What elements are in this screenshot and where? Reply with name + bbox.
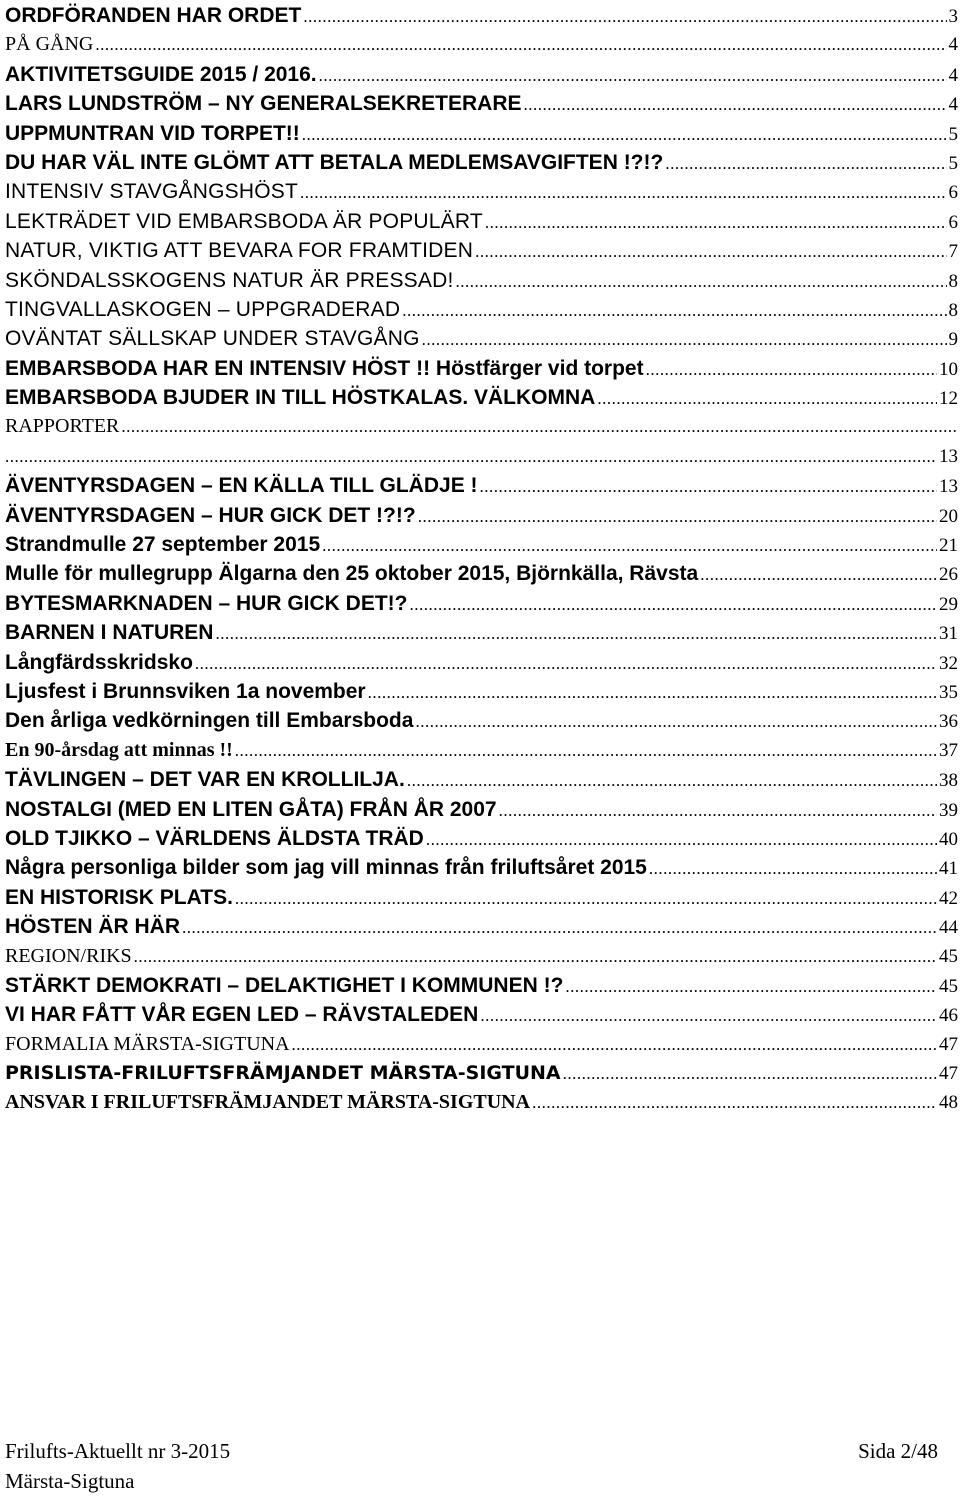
toc-dot-leader [475, 237, 946, 265]
toc-entry-title: ÄVENTYRSDAGEN – EN KÄLLA TILL GLÄDJE ! [5, 474, 478, 498]
toc-entry-title: Några personliga bilder som jag vill minnas från friluftsåret 2015 [5, 856, 647, 880]
toc-entry-page: 5 [948, 123, 958, 145]
toc-dot-leader [426, 825, 937, 853]
toc-entry-title: BYTESMARKNADEN – HUR GICK DET!? [5, 591, 408, 615]
toc-entry-page: 32 [939, 652, 958, 674]
toc-entry-page: 35 [939, 681, 958, 703]
toc-dot-leader [649, 854, 937, 882]
toc-dot-leader [480, 472, 937, 500]
toc-entry[interactable] [5, 501, 958, 530]
toc-entry[interactable] [5, 530, 958, 559]
toc-entry-page: 7 [948, 241, 958, 263]
toc-entry-page: 4 [948, 64, 958, 86]
toc-dot-leader [480, 1001, 937, 1029]
toc-entry-page: 10 [939, 358, 958, 380]
toc-entry[interactable] [5, 706, 958, 735]
toc-entry-title: FORMALIA MÄRSTA-SIGTUNA [5, 1032, 290, 1055]
toc-entry[interactable] [5, 266, 958, 295]
toc-entry-page: 41 [939, 858, 958, 880]
toc-entry[interactable] [5, 30, 958, 59]
toc-entry-page: 29 [939, 593, 958, 615]
toc-dot-leader [407, 766, 937, 794]
toc-entry-title: INTENSIV STAVGÅNGSHÖST [5, 180, 298, 204]
toc-dot-leader [235, 736, 937, 765]
toc-entry[interactable] [5, 677, 958, 706]
toc-entry[interactable] [5, 207, 958, 236]
toc-entry-page: 6 [948, 211, 958, 233]
toc-entry-title: EN HISTORISK PLATS. [5, 885, 233, 909]
toc-dot-leader [563, 1059, 937, 1088]
toc-dot-leader [402, 296, 946, 324]
toc-dot-leader [319, 61, 947, 89]
toc-entry-title: LEKTRÄDET VID EMBARSBODA ÄR POPULÄRT [5, 209, 483, 233]
toc-entry[interactable] [5, 119, 958, 148]
toc-entry-title: ORDFÖRANDEN HAR ORDET [5, 4, 302, 27]
toc-dot-leader [455, 267, 946, 295]
footer-publication: Frilufts-Aktuellt nr 3-2015 [5, 1439, 231, 1463]
toc-entry-page: 44 [939, 917, 958, 939]
toc-entry-page: 47 [939, 1033, 958, 1055]
toc-entry[interactable] [5, 236, 958, 265]
toc-dot-leader [524, 90, 947, 118]
toc-dot-leader [303, 2, 946, 30]
toc-entry-page: 40 [939, 828, 958, 850]
toc-dot-leader [322, 531, 937, 559]
toc-entry-page: 8 [948, 270, 958, 292]
toc-dot-leader [368, 678, 937, 706]
toc-entry[interactable] [5, 824, 958, 853]
toc-entry[interactable] [5, 1059, 958, 1088]
toc-entry-title: BARNEN I NATUREN [5, 621, 214, 645]
toc-dot-leader [418, 502, 937, 530]
toc-entry-page: 5 [948, 152, 958, 174]
toc-dot-leader [235, 884, 937, 912]
toc-entry-title: TÄVLINGEN – DET VAR EN KROLLILJA. [5, 768, 405, 792]
toc-entry-page: 38 [939, 770, 958, 792]
toc-entry[interactable] [5, 383, 958, 412]
toc-entry-title: REGION/RIKS [5, 944, 132, 967]
toc-dot-leader [422, 325, 947, 353]
toc-entry-page: 45 [939, 945, 958, 967]
toc-entry-title: NOSTALGI (MED EN LITEN GÅTA) FRÅN ÅR 2007 [5, 797, 497, 821]
toc-entry[interactable] [5, 442, 958, 471]
toc-entry-page: 47 [939, 1063, 958, 1085]
toc-entry-title: En 90-årsdag att minnas !! [5, 738, 233, 761]
toc-entry-page: 4 [948, 94, 958, 116]
toc-entry-title: DU HAR VÄL INTE GLÖMT ATT BETALA MEDLEMSAVGIFTEN !?!? [5, 150, 664, 174]
toc-entry-page: 45 [939, 975, 958, 997]
toc-entry[interactable] [5, 60, 958, 89]
toc-dot-leader [565, 972, 937, 1000]
toc-entry-title: AKTIVITETSGUIDE 2015 / 2016. [5, 62, 317, 86]
toc-entry[interactable] [5, 971, 958, 1000]
toc-entry-title: TINGVALLASKOGEN – UPPGRADERAD [5, 297, 401, 321]
toc-dot-leader [300, 178, 947, 206]
toc-entry-title: EMBARSBODA BJUDER IN TILL HÖSTKALAS. VÄLKOMNA [5, 386, 596, 410]
toc-dot-leader [597, 384, 937, 412]
toc-dot-leader [415, 707, 937, 735]
toc-entry[interactable] [5, 412, 958, 441]
toc-dot-leader [485, 208, 947, 236]
toc-entry[interactable] [5, 1088, 958, 1117]
toc-dot-leader [665, 149, 946, 177]
toc-entry-page: 26 [939, 564, 958, 586]
toc-entry[interactable] [5, 89, 958, 118]
toc-entry-page: 13 [939, 445, 958, 467]
toc-entry[interactable] [5, 883, 958, 912]
toc-entry-title: STÄRKT DEMOKRATI – DELAKTIGHET I KOMMUNEN !? [5, 973, 564, 997]
toc-entry-page: 13 [939, 476, 958, 498]
toc-entry-page: 37 [939, 739, 958, 761]
toc-entry[interactable] [5, 559, 958, 588]
toc-dot-leader [5, 442, 937, 471]
toc-entry-page: 39 [939, 799, 958, 821]
toc-entry-page: 20 [939, 505, 958, 527]
toc-entry-page: 12 [939, 388, 958, 410]
toc-entry[interactable] [5, 853, 958, 882]
toc-entry-page: 42 [939, 887, 958, 909]
toc-entry-title: OVÄNTAT SÄLLSKAP UNDER STAVGÅNG [5, 327, 420, 351]
toc-dot-leader [646, 355, 937, 383]
toc-dot-leader [195, 649, 937, 677]
toc-entry-title: Strandmulle 27 september 2015 [5, 533, 321, 557]
toc-entry-page: 6 [948, 182, 958, 204]
footer-page-number: Sida 2/48 [858, 1439, 938, 1463]
toc-entry-title: Långfärdsskridsko [5, 650, 193, 674]
toc-entry[interactable] [5, 471, 958, 500]
toc-entry[interactable] [5, 648, 958, 677]
toc-entry[interactable] [5, 295, 958, 324]
toc-entry-page: 3 [948, 6, 958, 27]
toc-entry-title: ÄVENTYRSDAGEN – HUR GICK DET !?!? [5, 503, 416, 527]
toc-entry-page: 4 [948, 34, 958, 56]
toc-entry[interactable] [5, 1030, 958, 1059]
toc-entry[interactable] [5, 942, 958, 971]
toc-entry[interactable] [5, 589, 958, 618]
toc-entry-title: SKÖNDALSSKOGENS NATUR ÄR PRESSAD! [5, 268, 454, 292]
toc-entry[interactable] [5, 1, 958, 30]
toc-entry[interactable] [5, 1000, 958, 1029]
toc-entry-title: LARS LUNDSTRÖM – NY GENERALSEKRETERARE [5, 92, 522, 116]
toc-dot-leader [700, 560, 937, 588]
toc-dot-leader [182, 913, 937, 941]
toc-entry-title: HÖSTEN ÄR HÄR [5, 915, 181, 939]
toc-entry-title: Mulle för mullegrupp Älgarna den 25 oktober 2015, Björnkälla, Rävsta [5, 562, 699, 586]
toc-dot-leader [95, 30, 946, 59]
toc-entry[interactable] [5, 736, 958, 765]
toc-entry-title: EMBARSBODA HAR EN INTENSIV HÖST !! Höstfärger vid torpet [5, 356, 644, 380]
toc-entry-title: VI HAR FÅTT VÅR EGEN LED – RÄVSTALEDEN [5, 1003, 479, 1027]
toc-entry-page: 36 [939, 711, 958, 733]
toc-dot-leader [410, 590, 937, 618]
toc-entry-title: PRISLISTA-FRILUFTSFRÄMJANDET MÄRSTA-SIGTUNA [5, 1062, 561, 1085]
toc-entry-title: Ljusfest i Brunnsviken 1a november [5, 679, 366, 703]
toc-dot-leader [532, 1088, 937, 1117]
toc-entry-page: 21 [939, 535, 958, 557]
toc-dot-leader [134, 942, 937, 971]
toc-entry-title: UPPMUNTRAN VID TORPET!! [5, 121, 300, 145]
toc-entry[interactable] [5, 765, 958, 794]
toc-entry-page: 9 [948, 329, 958, 351]
toc-dot-leader [302, 120, 947, 148]
footer-left [5, 1436, 230, 1496]
toc-dot-leader [121, 412, 956, 441]
toc-entry-title: PÅ GÅNG [5, 33, 94, 56]
toc-entry-title: NATUR, VIKTIG ATT BEVARA FOR FRAMTIDEN [5, 239, 474, 263]
toc-entry-page: 48 [939, 1092, 958, 1114]
toc-entry[interactable] [5, 177, 958, 206]
toc-dot-leader [499, 796, 937, 824]
toc-entry-title: Den årliga vedkörningen till Embarsboda [5, 709, 414, 733]
toc-entry-page: 31 [939, 623, 958, 645]
toc-entry-title: ANSVAR I FRILUFTSFRÄMJANDET MÄRSTA-SIGTUNA [5, 1091, 531, 1114]
toc-entry-page: 8 [948, 299, 958, 321]
toc-entry[interactable] [5, 795, 958, 824]
toc-entry[interactable] [5, 354, 958, 383]
toc-entry-page: 46 [939, 1005, 958, 1027]
toc-entry[interactable] [5, 912, 958, 941]
table-of-contents [5, 1, 958, 1118]
toc-entry[interactable] [5, 148, 958, 177]
toc-entry-title: OLD TJIKKO – VÄRLDENS ÄLDSTA TRÄD [5, 826, 424, 850]
toc-entry-title: RAPPORTER [5, 415, 120, 438]
toc-entry[interactable] [5, 618, 958, 647]
toc-dot-leader [292, 1030, 937, 1059]
footer-region: Märsta-Sigtuna [5, 1469, 135, 1493]
toc-dot-leader [215, 619, 937, 647]
toc-entry[interactable] [5, 324, 958, 353]
